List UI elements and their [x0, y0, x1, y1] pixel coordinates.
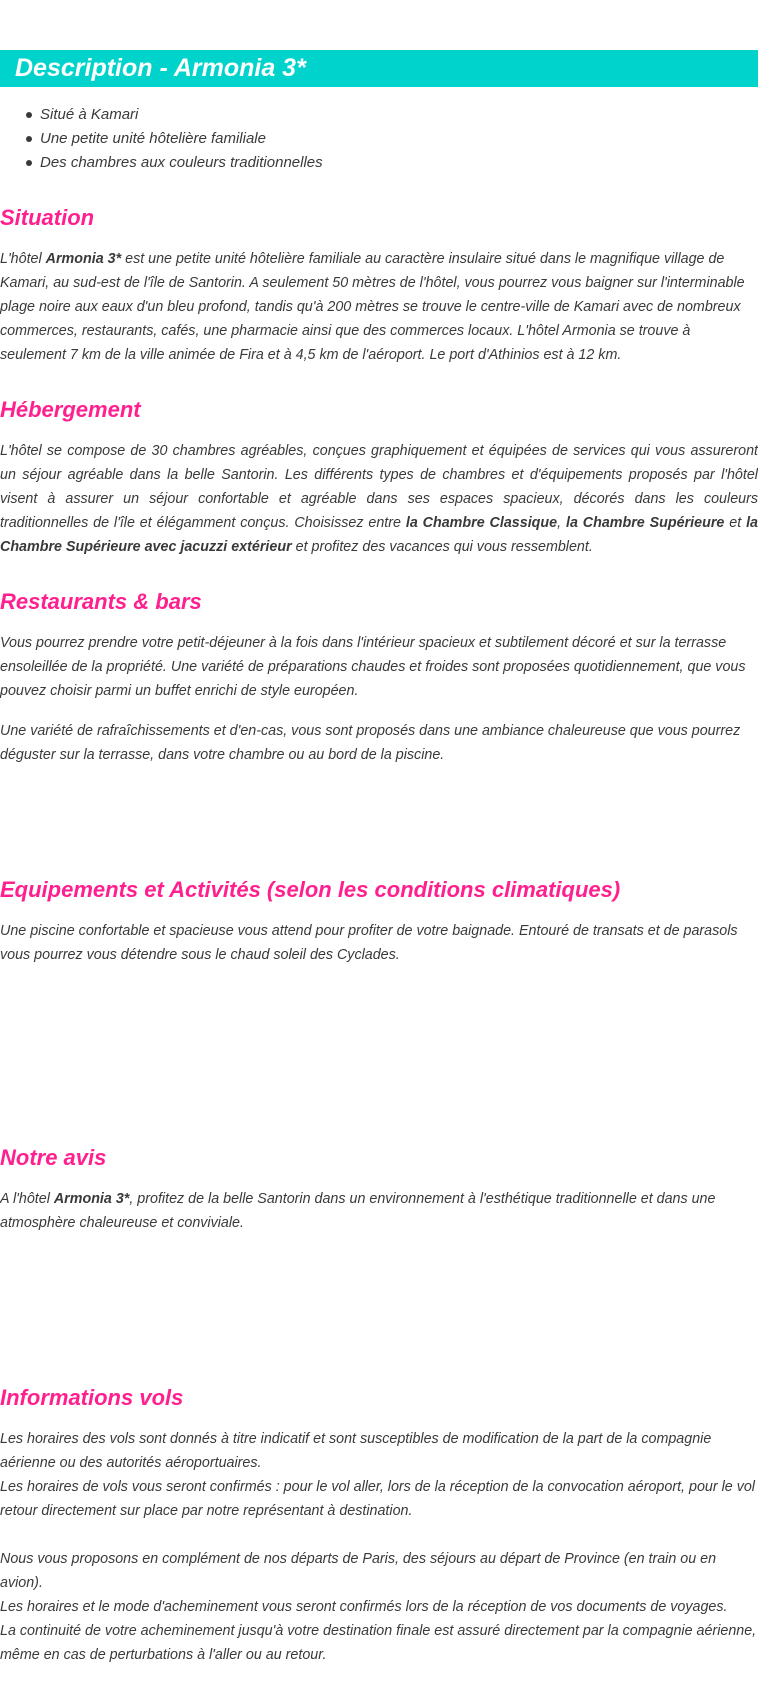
vols-line-2: Les horaires de vols vous seront confirmés : pour le vol aller, lors de la réception de la convocation aéroport, pour le vol retour directement sur place par notre représentant à destination.	[0, 1479, 755, 1519]
hebergement-text-3: et	[724, 515, 747, 531]
vols-line-1: Les horaires des vols sont donnés à titre indicatif et sont susceptibles de modification de la part de la compagnie aérienne ou des autorités aéroportuaires.	[0, 1431, 712, 1471]
bullet-icon	[26, 112, 32, 118]
equipements-paragraph: Une piscine confortable et spacieuse vous attend pour profiter de votre baignade. Entouré de transats et de parasols vous pourrez vous détendre sous le chaud soleil des Cyclades.	[0, 923, 738, 963]
room-type-superieure: la Chambre Supérieure	[565, 515, 725, 531]
section-title-situation: Situation	[0, 205, 95, 230]
highlights-list	[22, 103, 722, 175]
section-title-restaurants: Restaurants & bars	[0, 589, 202, 614]
restaurants-paragraph-2: Une variété de rafraîchissements et d'en-cas, vous sont proposés dans une ambiance chaleureuse que vous pourrez déguster sur la terrasse, dans votre chambre ou au bord de la piscine.	[0, 723, 741, 763]
hebergement-text-4: et profitez des vacances qui vous ressemblent.	[291, 539, 593, 555]
list-item	[22, 103, 722, 127]
vols-line-4: Les horaires et le mode d'acheminement vous seront confirmés lors de la réception de vos documents de voyages.	[0, 1599, 728, 1615]
situation-text-1: L'hôtel	[0, 251, 46, 267]
page-title: Description - Armonia 3*	[15, 54, 306, 82]
situation-text-2: est une petite unité hôtelière familiale au caractère insulaire situé dans le magnifique village de Kamari, au sud-est de l'île de Santorin. A seulement 50 mètres de l'hôtel, vous pourrez vous baigner sur l'interminable plage noire aux eaux d'un bleu profond, tandis qu'à 200 mètres se trouve le centre-ville de Kamari avec de nombreux commerces, restaurants, cafés, une pharmacie ainsi que des commerces locaux. L'hôtel Armonia se trouve à seulement 7 km de la ville animée de Fira et à 4,5 km de l'aéroport. Le port d'Athinios est à 12 km.	[0, 251, 745, 363]
highlight-text: Des chambres aux couleurs traditionnelles	[40, 154, 323, 171]
description-header	[0, 50, 758, 87]
hotel-name: Armonia 3*	[45, 251, 122, 267]
vols-line-3: Nous vous proposons en complément de nos départs de Paris, des séjours au départ de Province (en train ou en avion).	[0, 1551, 717, 1591]
hebergement-paragraph	[0, 439, 758, 559]
room-type-classique: la Chambre Classique	[405, 515, 558, 531]
restaurants-paragraph-1: Vous pourrez prendre votre petit-déjeuner à la fois dans l'intérieur spacieux et subtilement décoré et sur la terrasse ensoleillée de la propriété. Une variété de préparations chaudes et froides sont proposées quotidiennement, que vous pouvez choisir parmi un buffet enrichi de style européen.	[0, 635, 746, 699]
section-title-hebergement: Hébergement	[0, 397, 141, 422]
highlight-text: Une petite unité hôtelière familiale	[40, 130, 266, 147]
situation-paragraph	[0, 247, 758, 367]
vols-paragraph-1	[0, 1427, 758, 1523]
avis-text-2: , profitez de la belle Santorin dans un environnement à l'esthétique traditionnelle et dans une atmosphère chaleureuse et conviviale.	[0, 1191, 716, 1231]
avis-text-1: A l'hôtel	[0, 1191, 54, 1207]
vols-paragraph-2	[0, 1547, 758, 1667]
avis-paragraph	[0, 1187, 758, 1235]
bullet-icon	[26, 160, 32, 166]
section-title-equipements: Equipements et Activités (selon les conditions climatiques)	[0, 877, 621, 902]
section-title-vols: Informations vols	[0, 1385, 184, 1410]
vols-line-5: La continuité de votre acheminement jusqu'à votre destination finale est assuré directement par la compagnie aérienne, même en cas de perturbations à l'aller ou au retour.	[0, 1623, 757, 1663]
room-type-jacuzzi: la Chambre Supérieure avec jacuzzi extérieur	[0, 515, 758, 555]
hebergement-text-2: ,	[557, 515, 566, 531]
hotel-name: Armonia 3*	[53, 1191, 130, 1207]
list-item	[22, 127, 722, 151]
highlight-text: Situé à Kamari	[40, 106, 139, 123]
hebergement-text-1: L'hôtel se compose de 30 chambres agréables, conçues graphiquement et équipées de services qui vous assureront un séjour agréable dans la belle Santorin. Les différents types de chambres et d'équipements proposés par l'hôtel visent à assurer un séjour confortable et agréable dans ses espaces spacieux, décorés dans les couleurs traditionnelles de l'île et élégamment conçus. Choisissez entre	[0, 443, 758, 531]
bullet-icon	[26, 136, 32, 142]
section-title-avis: Notre avis	[0, 1145, 107, 1170]
list-item	[22, 151, 722, 175]
